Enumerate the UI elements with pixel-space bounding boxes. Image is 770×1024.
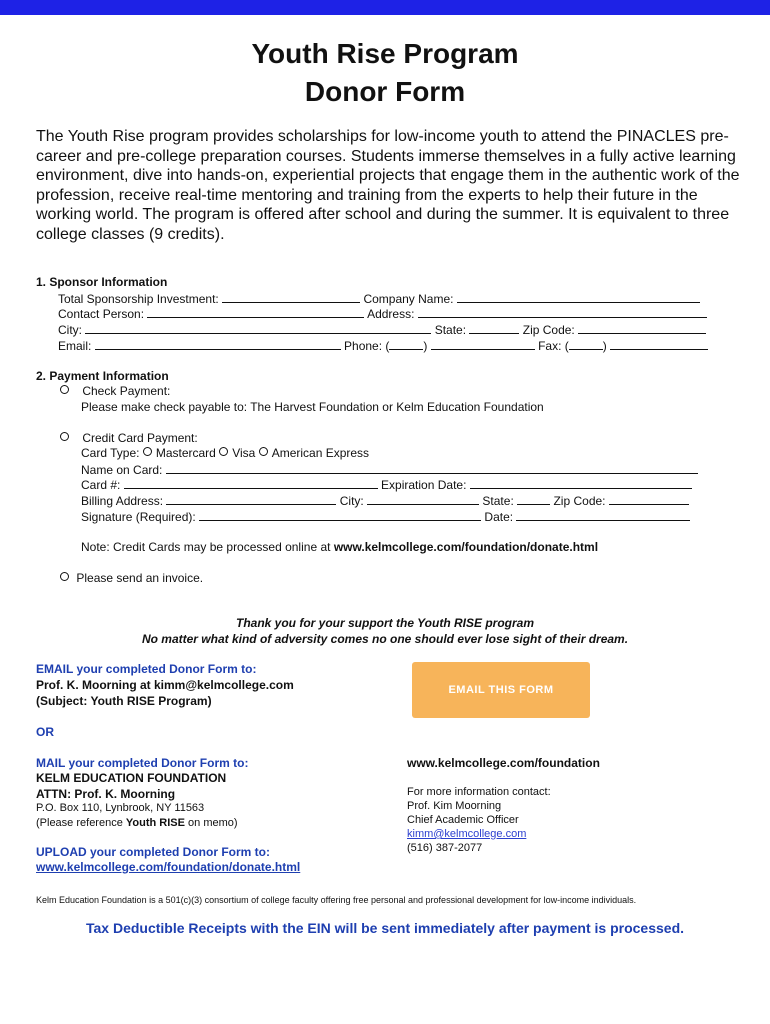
check-payment-option[interactable] bbox=[60, 384, 170, 398]
phone-field[interactable] bbox=[431, 338, 535, 350]
billing-city-field[interactable] bbox=[367, 493, 479, 505]
email-field[interactable] bbox=[95, 338, 341, 350]
billing-state-field[interactable] bbox=[517, 493, 550, 505]
cc-note bbox=[81, 540, 598, 554]
billing-address-field[interactable] bbox=[166, 493, 336, 505]
fax-field[interactable] bbox=[610, 338, 708, 350]
billing-address-label: Billing Address: bbox=[81, 494, 164, 508]
payment-heading: 2. Payment Information bbox=[36, 369, 169, 383]
zip-label: Zip Code: bbox=[522, 323, 575, 337]
total-investment-label: Total Sponsorship Investment: bbox=[58, 292, 219, 306]
credit-card-label: Credit Card Payment: bbox=[82, 431, 198, 445]
top-color-bar bbox=[0, 0, 770, 15]
contact-email-link[interactable]: kimm@kelmcollege.com bbox=[407, 828, 527, 840]
sponsor-row-2 bbox=[58, 306, 707, 321]
signature-label: Signature (Required): bbox=[81, 510, 196, 524]
form-title-line2: Donor Form bbox=[304, 76, 466, 107]
thanks-line2: No matter what kind of adversity comes no one should ever lose sight of their dream. bbox=[141, 632, 629, 646]
visa-label: Visa bbox=[232, 446, 256, 460]
foundation-footnote: Kelm Education Foundation is a 501(c)(3) consortium of college faculty offering free personal and professional development for low-income individuals. bbox=[36, 895, 637, 905]
card-number-field[interactable] bbox=[124, 477, 378, 489]
city-field[interactable] bbox=[85, 322, 431, 334]
program-description: The Youth Rise program provides scholarships for low-income youth to attend the PINACLES pre-career and pre-college preparation courses. Students immerse themselves in a fully active learning environment, dive into hands-on, experiential projects that engage them in the authentic work of the profession, receive real-time mentoring and training from the experts to help their future in the working world. The program is offered after school and during the summer. It is equivalent to three college classes (9 credits). bbox=[36, 128, 740, 243]
amex-radio[interactable] bbox=[259, 447, 268, 456]
contact-name: Prof. Kim Moorning bbox=[407, 800, 502, 812]
card-type-label: Card Type: bbox=[81, 446, 140, 460]
sponsor-row-1 bbox=[58, 291, 700, 306]
mail-line-4-bold: Youth RISE bbox=[125, 817, 185, 829]
name-on-card-label: Name on Card: bbox=[81, 463, 163, 477]
name-on-card-field[interactable] bbox=[166, 462, 698, 474]
check-payment-label: Check Payment: bbox=[82, 384, 171, 398]
fax-area-field[interactable] bbox=[569, 338, 603, 350]
contact-person-field[interactable] bbox=[147, 306, 364, 318]
phone-area-field[interactable] bbox=[389, 338, 423, 350]
thanks-line1: Thank you for your support the Youth RISE program bbox=[235, 616, 534, 630]
or-label: OR bbox=[36, 725, 54, 739]
form-title-line1: Youth Rise Program bbox=[251, 38, 519, 69]
state-label: State: bbox=[434, 323, 467, 337]
email-form-button[interactable]: EMAIL THIS FORM bbox=[412, 662, 590, 718]
amex-label: American Express bbox=[271, 446, 370, 460]
billing-state-label: State: bbox=[482, 494, 514, 508]
mail-line-4-pre: (Please reference bbox=[36, 817, 123, 829]
contact-phone: (516) 387-2077 bbox=[407, 842, 483, 854]
mail-line-4 bbox=[36, 817, 238, 829]
mastercard-radio[interactable] bbox=[143, 447, 152, 456]
city-label: City: bbox=[58, 323, 82, 337]
tax-deductible-notice: Tax Deductible Receipts with the EIN will be sent immediately after payment is processed. bbox=[85, 920, 685, 936]
upload-heading: UPLOAD your completed Donor Form to: bbox=[36, 845, 270, 859]
date-label: Date: bbox=[484, 510, 514, 524]
check-payment-radio[interactable] bbox=[60, 385, 69, 394]
address-field[interactable] bbox=[418, 306, 707, 318]
state-field[interactable] bbox=[469, 322, 519, 334]
email-heading: EMAIL your completed Donor Form to: bbox=[36, 662, 257, 676]
card-number-label: Card #: bbox=[81, 478, 121, 492]
invoice-radio[interactable] bbox=[60, 572, 69, 581]
total-investment-field[interactable] bbox=[222, 291, 360, 303]
name-on-card-row bbox=[81, 462, 698, 477]
website[interactable]: www.kelmcollege.com/foundation bbox=[407, 756, 600, 770]
invoice-label: Please send an invoice. bbox=[76, 571, 204, 585]
billing-zip-label: Zip Code: bbox=[553, 494, 606, 508]
fax-paren: ) bbox=[602, 339, 607, 353]
visa-radio[interactable] bbox=[219, 447, 228, 456]
billing-city-label: City: bbox=[339, 494, 364, 508]
card-number-row bbox=[81, 477, 692, 492]
company-name-field[interactable] bbox=[457, 291, 700, 303]
mail-line-4-post: on memo) bbox=[188, 817, 238, 829]
signature-field[interactable] bbox=[199, 509, 481, 521]
expiration-field[interactable] bbox=[470, 477, 692, 489]
check-note: Please make check payable to: The Harvest Foundation or Kelm Education Foundation bbox=[81, 400, 544, 414]
card-type-row bbox=[81, 446, 369, 460]
fax-label: Fax: ( bbox=[538, 339, 569, 353]
contact-title: Chief Academic Officer bbox=[407, 814, 519, 826]
mail-line-2: ATTN: Prof. K. Moorning bbox=[36, 787, 176, 801]
contact-heading: For more information contact: bbox=[407, 786, 551, 798]
signature-row bbox=[81, 509, 690, 524]
upload-url[interactable]: www.kelmcollege.com/foundation/donate.html bbox=[36, 860, 301, 874]
phone-paren: ) bbox=[423, 339, 428, 353]
expiration-label: Expiration Date: bbox=[381, 478, 467, 492]
invoice-option[interactable] bbox=[60, 571, 203, 585]
cc-note-text: Note: Credit Cards may be processed online at bbox=[81, 540, 331, 554]
address-label: Address: bbox=[367, 307, 415, 321]
email-label: Email: bbox=[58, 339, 92, 353]
mail-line-1: KELM EDUCATION FOUNDATION bbox=[36, 771, 227, 785]
phone-label: Phone: ( bbox=[344, 339, 390, 353]
contact-person-label: Contact Person: bbox=[58, 307, 145, 321]
credit-card-radio[interactable] bbox=[60, 432, 69, 441]
date-field[interactable] bbox=[516, 509, 690, 521]
sponsor-row-3 bbox=[58, 322, 706, 337]
email-instruction-2: (Subject: Youth RISE Program) bbox=[36, 694, 212, 708]
email-instruction-1: Prof. K. Moorning at kimm@kelmcollege.com bbox=[36, 678, 294, 692]
sponsor-heading: 1. Sponsor Information bbox=[36, 275, 168, 289]
credit-card-option[interactable] bbox=[60, 431, 198, 445]
donate-url[interactable]: www.kelmcollege.com/foundation/donate.html bbox=[333, 540, 599, 554]
mail-heading: MAIL your completed Donor Form to: bbox=[36, 756, 249, 770]
mastercard-label: Mastercard bbox=[155, 446, 216, 460]
mail-line-3: P.O. Box 110, Lynbrook, NY 11563 bbox=[36, 802, 205, 814]
billing-row bbox=[81, 493, 689, 508]
billing-zip-field[interactable] bbox=[609, 493, 689, 505]
sponsor-row-4 bbox=[58, 338, 708, 353]
company-name-label: Company Name: bbox=[363, 292, 454, 306]
zip-field[interactable] bbox=[578, 322, 706, 334]
